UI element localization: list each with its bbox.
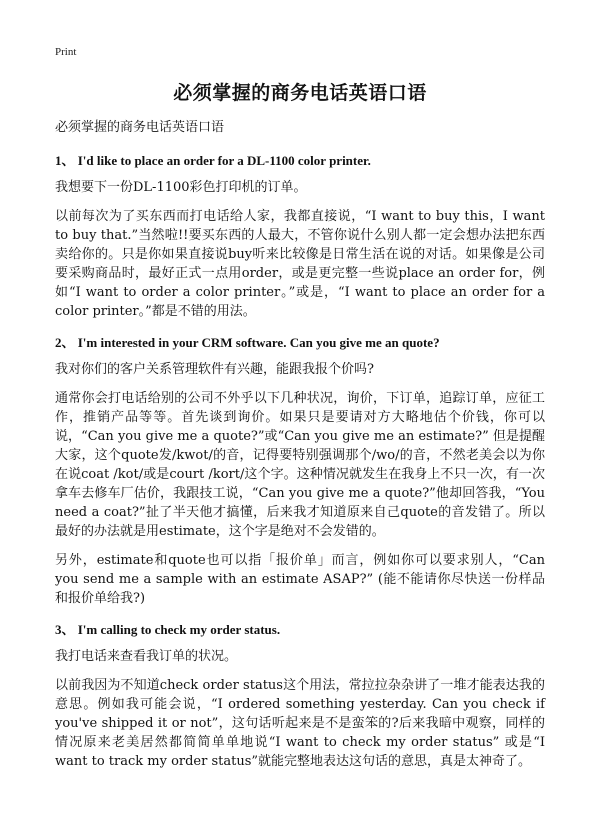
- section-paragraph: 以前每次为了买东西而打电话给人家，我都直接说，“I want to buy this，I want to buy that.”当然啦!!要买东西的人最大，不管你说什么别人都一定会想办法把东西卖给你的。只是你如果直接说buy听来比较像是日常生活在说的对话。如果像是公司要采购商品时，最好正式一点用order，或是更完整一些说place an order for，例如“I want to order a color printer。”或是，“I want to place an order for a color printer。”都是不错的用法。: [55, 209, 545, 319]
- section-3: [55, 620, 545, 771]
- article-body: [55, 118, 545, 781]
- section-translation: 我打电话来查看我订单的状况。: [55, 649, 238, 664]
- section-translation: 我对你们的客户关系管理软件有兴趣，能跟我报个价吗?: [55, 362, 374, 377]
- section-2: [55, 333, 545, 608]
- section-paragraph: 以前我因为不知道check order status这个用法，常拉拉杂杂讲了一堆才能表达我的意思。例如我可能会说，“I ordered something yesterday. Can you check if you've shipped it or not”，这句话听起来是不是蛮笨的?后来我暗中观察，同样的情况原来老美居然都简简单单地说“I want to check my order status” 或是“I want to track my order status”就能完整地表达这句话的意思，真是太神奇了。: [55, 678, 545, 769]
- section-heading: 1、 I'd like to place an order for a DL-1100 color printer.: [55, 153, 371, 168]
- section-paragraph: 通常你会打电话给别的公司不外乎以下几种状况，询价，下订单，追踪订单，应征工作，推销产品等等。首先谈到询价。如果只是要请对方大略地估个价钱，你可以说，“Can you give me a quote?”或“Can you give me an estimate?” 但是提醒大家，这个quote发/kwot/的音，记得要特别强调那个/wo/的音，不然老美会以为你在说coat /kot/或是court /kort/这个字。这种情况就发生在我身上不只一次，有一次拿车去修车厂估价，我跟技工说，“Can you give me a quote?”他却回答我，“You need a coat?”扯了半天他才搞懂，后来我才知道原来自己quote的音发错了。所以最好的办法就是用estimate，这个字是绝对不会发错的。: [55, 391, 545, 539]
- article-subtitle: 必须掌握的商务电话英语口语: [55, 120, 225, 135]
- section-translation: 我想要下一份DL-1100彩色打印机的订单。: [55, 180, 307, 195]
- page-title: 必须掌握的商务电话英语口语: [173, 82, 427, 104]
- section-heading: 2、 I'm interested in your CRM software. Can you give me an quote?: [55, 335, 440, 350]
- print-link[interactable]: Print: [55, 46, 77, 58]
- section-1: [55, 151, 545, 321]
- section-paragraph: 另外，estimate和quote也可以指「报价单」而言，例如你可以要求别人，“Can you send me a sample with an estimate ASAP?” (能不能请你尽快送一份样品和报价单给我?): [55, 553, 545, 606]
- section-heading: 3、 I'm calling to check my order status.: [55, 622, 281, 637]
